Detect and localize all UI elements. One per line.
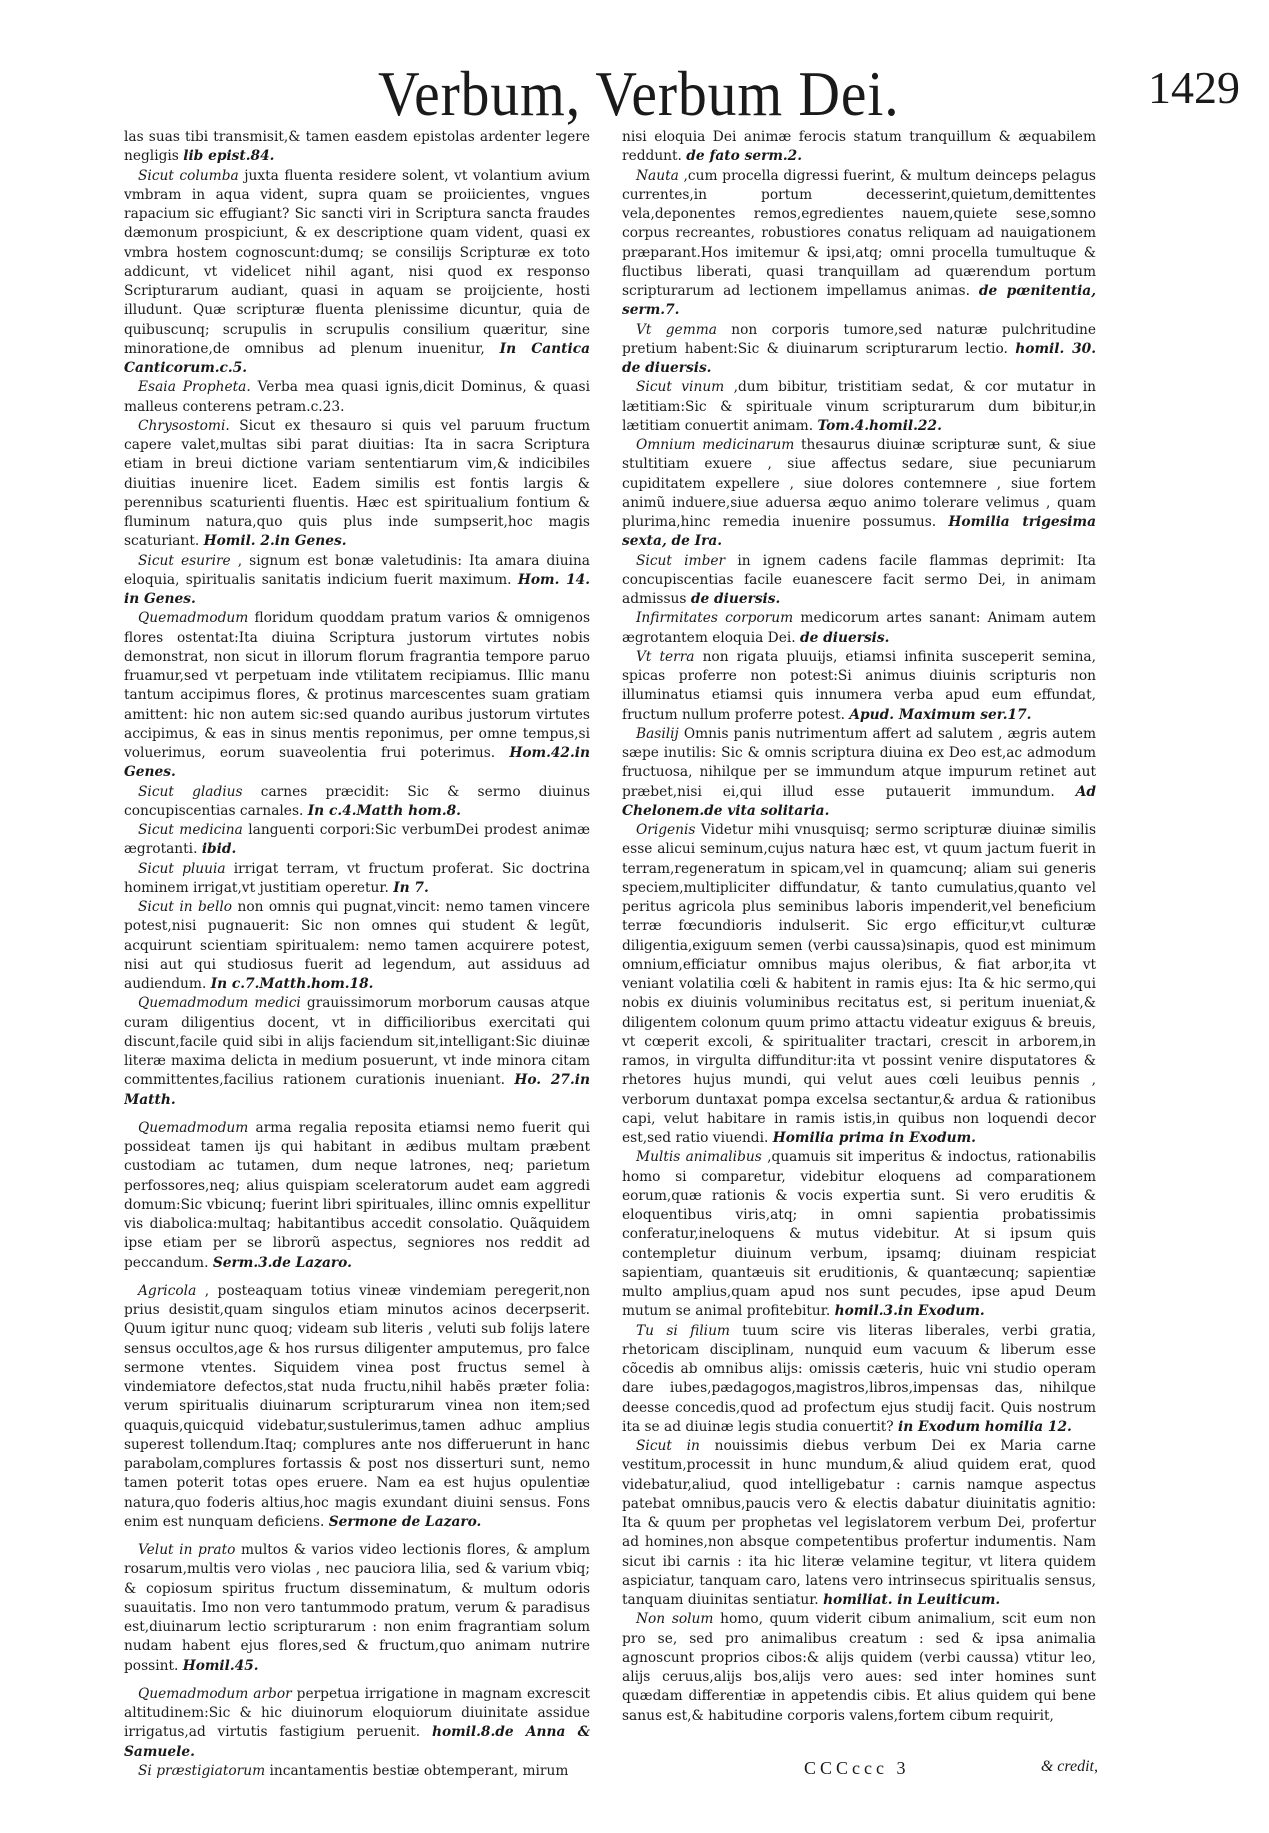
- entry-citation: de fato serm.2.: [686, 148, 803, 165]
- entry-lemma: Sicut medicina: [138, 822, 243, 838]
- entry-citation: de diuersis.: [690, 591, 781, 607]
- entry-text: medicorum artes sanant: Animam autem ægrotantem eloquia Dei.: [622, 610, 1096, 646]
- running-title: Verbum, Verbum Dei.: [378, 58, 900, 129]
- entry-paragraph: [622, 1610, 1096, 1726]
- entry-citation: lib epist.84.: [183, 148, 275, 165]
- entry-paragraph: [622, 821, 1096, 1148]
- entry-lemma: Tu si filium: [636, 1322, 730, 1339]
- entry-paragraph: [124, 167, 590, 379]
- entry-text: Omnis panis nutrimentum affert ad salutem , ægris autem sæpe inutilis: Sic & omnis scriptura diuina ex Deo est,ac admodum fructuosa, nihilque per se immundum atque impurum retinet aut præbet,nisi ei,qui illud esse putauerit immundum.: [622, 725, 1096, 800]
- entry-text: grauissimorum morborum causas atque curam diligentius docent, vt in difficilioribus exercitati qui discunt,facile quid sibi in alijs faciendum sit,intelligant:Sic diuinæ literæ maxima delicta in medium posuerunt, vt inde minora citam committentes,facilius rationem curationis inueniant.: [124, 995, 590, 1089]
- entry-lemma: Multis animalibus: [636, 1149, 762, 1166]
- entry-text: , posteaquam totius vineæ vindemiam peregerit,non prius desistit,quam singulos etiam minutos acinos decerpserit. Quum igitur nunc quoq; videam sub literis , veluti sub folijs latere sensus occultos,age & hos rursus diligenter amputemus, pro falce sermone vtentes. Siquidem vinea post fructus semel à vindemiatore defectos,stat nuda fructu,nihil habẽs præter folia: verum spiritualis diuinarum scripturarum vinea non item;sed quaquis,quicquid videbatur,sustulerimus,tamen adhuc amplius superest tollendum.Itaq; complures ante nos differuerunt in hanc parabolam,complures fortassis & post nos disserturi sunt, nemo tamen poterit totas opes eruere. Nam ea est hujus opulentiæ natura,quo foderis altius,hoc magis exundant diuini sensus. Fons enim est nunquam deficiens.: [124, 1282, 590, 1530]
- entry-text: ,dum bibitur, tristitiam sedat, & cor mutatur in lætitiam:Sic & spirituale vinum scripturarum dum bibitur,in lætitiam conuertit animam.: [622, 379, 1096, 434]
- entry-paragraph: [622, 725, 1096, 821]
- entry-citation: homil. 30. de diuersis.: [622, 340, 1096, 376]
- entry-text: multos & varios video lectionis flores, & amplum rosarum,multis vero violas , nec pauciora lilia, sed & varium vbiq; & copiosum spiritus fructum disseminatum, & multum odoris suauitatis. Imo non vero tantummodo pratum, verum & paradisus est,diuinarum lectio scripturarum : non enim fragrantiam solum nudam habent ejus flores,sed & fructum,quo animam nutrire possint.: [124, 1542, 590, 1674]
- entry-lemma: Sicut esurire: [138, 552, 231, 569]
- entry-lemma: Vt gemma: [636, 321, 717, 338]
- entry-citation: Hom. 14. in Genes.: [124, 571, 590, 607]
- entry-lemma: Agricola: [138, 1282, 197, 1299]
- entry-text: floridum quoddam pratum varios & omnigenos flores ostentat:Ita diuina Scriptura justorum virtutes nobis demonstrat, non sicut in illorum florum fragrantia tempore paruo fruamur,sed vt perpetuam inde vtilitatem recipiamus. Illic manu tantum accipimus flores, & protinus marcescentes suam gratiam amittent: hic non autem sic:sed quando auribus justorum virtutes accipimus, & eas in sinus mentis reponimus, per omne tempus,si voluerimus, eorum suaveolentia frui poterimus.: [124, 610, 590, 761]
- entry-citation: ibid.: [201, 841, 237, 858]
- entry-paragraph: [124, 128, 590, 167]
- entry-citation: Tom.4.homil.22.: [817, 417, 942, 434]
- entry-paragraph: [124, 552, 590, 610]
- entry-citation: in Exodum homilia 12.: [898, 1418, 1072, 1435]
- entry-paragraph: [124, 821, 590, 860]
- entry-text: non rigata pluuijs, etiamsi infinita susceperit semina, spicas proferre non potest:Si animus diuinis scripturis non illuminatus etiamsi quis innumera verba apud eum effundat, fructum nullum proferre potest.: [622, 648, 1096, 723]
- entry-citation: In 7.: [393, 879, 429, 896]
- entry-citation: homil.8.de Anna & Samuele.: [124, 1724, 590, 1760]
- entry-paragraph: [622, 609, 1096, 648]
- entry-paragraph: [124, 783, 590, 822]
- entry-paragraph: [622, 167, 1096, 321]
- entry-lemma: Origenis: [636, 822, 696, 838]
- entry-text: las suas tibi transmisit,& tamen easdem epistolas ardenter legere negligis: [124, 129, 590, 165]
- entry-citation: Hom.42.in Genes.: [124, 745, 590, 781]
- entry-lemma: Omnium medicinarum: [636, 437, 795, 453]
- entry-text: juxta fluenta residere solent, vt volantium avium vmbram in aqua vident, supra quam se proiicientes, vngues rapacium sic effugiant? Sic sancti viri in Scriptura sancta fraudes dæmonum prospiciunt, & ex descriptione quam vident, quasi ex vmbra hostem cognoscunt:dumq; se consilijs Scripturæ ex toto addicunt, vt videlicet nihil agant, nisi quod ex responso Scripturarum audiant, quasi in aquam se proijciente, hosti illudunt. Quæ scripturæ fluenta plenissime dicuntur, quia de quibuscunq; scrupulis in scrupulis consilium quæritur, sine minoratione,de omnibus ad plenum inuenitur,: [124, 167, 590, 357]
- left-text-column: [124, 128, 590, 1800]
- entry-paragraph: [124, 1685, 590, 1762]
- entry-lemma: Sicut gladius: [138, 783, 243, 800]
- entry-paragraph: [622, 1148, 1096, 1321]
- entry-citation: Sermone de Lazaro.: [328, 1513, 482, 1530]
- entry-text: languenti corpori:Sic verbumDei prodest animæ ægrotanti.: [124, 822, 590, 858]
- entry-lemma: Nauta: [636, 167, 679, 184]
- entry-lemma: Sicut in: [636, 1438, 700, 1454]
- entry-paragraph: [124, 994, 590, 1110]
- entry-text: Videtur mihi vnusquisq; sermo scripturæ diuinæ similis esse alicui seminum,cujus natura hæc est, vt quum jactum fuerit in terram,regeneratum in spicam,vel in quamcunq; aliam sui generis speciem,multipliciter diffundatur, & tanto cumulatius,quanto vel peritus agricola plus seminibus laboris impenderit,vel beneficium terræ fœcundioris indulserit. Sic ergo efficitur,vt culturæ diligentia,exiguum semen (verbi caussa)sinapis, quod est minimum omnium,efficiatur omnibus majus oleribus, & fiat arbor,ita vt veniant volatilia cœli & habitent in ramis ejus: Ita & hic sermo,qui nobis ex diuinis voluminibus recitatus est, si peritum inueniat,& diligentem colonum quum primo attactu videatur exiguus & breuis, vt cœperit excoli, & spiritualiter tractari, crescit in arborem,in ramos, in virgulta diffunditur:ita vt possint venire disputatores & rhetores hujus mundi, qui velut aues cœli leuibus pennis , verborum duntaxat pompa excelsa sectantur,& ardua & rationibus capi, velut habitare in ramis istis,in quibus non loquendi decor est,sed ratio viuendi.: [622, 822, 1096, 1146]
- entry-text: in ignem cadens facile flammas deprimit: Ita concupiscentias facile euanescere facit sermo Dei, in animam admissus: [622, 552, 1096, 607]
- entry-text: non omnis qui pugnat,vincit: nemo tamen vincere potest,nisi pugnauerit: Sic non omnes qui student & legũt, acquirunt scientiam spiritualem: nemo tamen acquirere potest, nisi aut qui studiosus fuerit ad legendum, aut assiduus ad audiendum.: [124, 899, 590, 992]
- entry-text: nouissimis diebus verbum Dei ex Maria carne vestitum,processit in hunc mundum,& aliud quidem erat, quod videbatur,aliud, quod intelligebatur : carnis namque aspectus patebat omnibus,paucis vero & electis dabatur diuinitatis agnitio: Ita & quum per prophetas vel legislatorem verbum Dei, profertur ad homines,non absque competentibus profertur indumentis. Nam sicut ibi carnis : ita hic literæ velamine tegitur, vt litera quidem aspiciatur, tanquam caro, latens vero intrinsecus spiritualis sensus, tanquam diuinitas sentiatur.: [622, 1438, 1096, 1608]
- entry-citation: homil.3.in Exodum.: [834, 1303, 985, 1320]
- entry-paragraph: [124, 378, 590, 417]
- entry-paragraph: [622, 1322, 1096, 1438]
- entry-lemma: Sicut in bello: [138, 899, 233, 915]
- entry-paragraph: [124, 417, 590, 552]
- entry-text: homo, quum viderit cibum animalium, scit eum non pro se, sed pro animalibus creatum : sed & ipsa animalia agnoscunt proprios cibos:& alijs quidem (verbi caussa) vtitur leo, alijs ceruus,alijs bos,alijs vero aues: sed inter homines sunt quædam differentiæ in appetendis cibis. Et alius quidem qui bene sanus est,& habitudine corporis valens,fortem cibum requirit,: [622, 1611, 1096, 1724]
- entry-text: Verba mea quasi ignis,dicit Dominus, & quasi malleus conterens petram.c.23.: [124, 379, 590, 415]
- entry-lemma: Quemadmodum medici: [138, 995, 301, 1012]
- entry-text: arma regalia reposita etiamsi nemo fuerit qui possideat tamen ijs qui habitant in ædibus multam præbent custodiam ac tutamen, dum neque latrones, neq; parietum perfossores,neq; alius quispiam sceleratorum audet eam aggredi domum:Sic vbicunq; fuerint libri spirituales, illinc omnis expellitur vis diabolica:multaq; habitantibus accedit consolatio. Quãquidem ipse etiam per se librorũ aspectus, segniores nos reddit ad peccandum.: [124, 1119, 590, 1271]
- entry-citation: Serm.3.de Lazaro.: [212, 1254, 352, 1271]
- entry-citation: homiliat. in Leuiticum.: [823, 1592, 1001, 1608]
- entry-lemma: Chrysostomi.: [138, 417, 230, 434]
- entry-lemma: Esaia Propheta.: [138, 379, 251, 396]
- entry-citation: de pœnitentia, serm.7.: [622, 283, 1096, 319]
- entry-text: ,cum procella digressi fuerint, & multum deinceps pelagus currentes,in portum decesserint,quietum,demittentes vela,deponentes remos,egredientes nauem,quiete sese,somno corpus recreantes, robustiores conatus reliquam ad nauigationem præparant.Hos imitemur & ipsi,atq; omni procella tumultuque & fluctibus liberati, quasi tranquillam ad quærendum portum scripturarum ad lectionem impellamus animas.: [622, 167, 1096, 299]
- entry-citation: Ho. 27.in Matth.: [124, 1072, 590, 1108]
- entry-lemma: Sicut vinum: [636, 379, 725, 396]
- entry-citation: Ad Chelonem.de vita solitaria.: [622, 783, 1096, 819]
- entry-citation: Homil. 2.in Genes.: [203, 533, 347, 550]
- entry-lemma: Quemadmodum: [138, 1119, 249, 1136]
- entry-paragraph: [124, 1282, 590, 1532]
- entry-lemma: Velut in prato: [138, 1542, 236, 1558]
- signature-mark: CCCccc 3: [804, 1758, 910, 1778]
- entry-paragraph: [124, 609, 590, 782]
- entry-paragraph: [622, 1437, 1096, 1610]
- entry-lemma: Quemadmodum arbor: [138, 1685, 292, 1702]
- entry-text: Sicut ex thesauro si quis vel paruum fructum capere valet,multas sibi parat diuitias: Ita in sacra Scriptura etiam in breui dictione variam sententiarum vim,& indicibiles diuitias inuenire licet. Eadem similis est fontis largis & perennibus scaturienti fluentis. Hæc est spiritualium fontium & fluminum natura,quo quis plus inde sumpserit,hoc magis scaturiant.: [124, 417, 590, 550]
- entry-lemma: Non solum: [636, 1611, 714, 1628]
- entry-text: thesaurus diuinæ scripturæ sunt, & siue stultitiam exuere , siue affectus sedare, siue pecuniarum cupiditatem expellere , siue dolores contemnere , siue fortem animũ induere,siue aduersa æquo animo tolerare velimus , quam plurima,hinc remedia inuenire possumus.: [622, 437, 1096, 530]
- page-number: 1429: [1148, 62, 1240, 113]
- entry-text: perpetua irrigatione in magnam excrescit altitudinem:Sic & hic diuinorum eloquiorum diuinitate assidue irrigatus,ad virtutis fastigium peruenit.: [124, 1685, 590, 1741]
- entry-lemma: Sicut columba: [138, 167, 239, 184]
- entry-paragraph: [622, 321, 1096, 379]
- entry-text: nisi eloquia Dei animæ ferocis statum tranquillum & æquabilem reddunt.: [622, 129, 1096, 165]
- entry-text: non corporis tumore,sed naturæ pulchritudine pretium habent:Sic & diuinarum scripturarum lectio.: [622, 321, 1096, 357]
- entry-citation: Homil.45.: [182, 1657, 259, 1674]
- entry-lemma: Basilij: [636, 725, 679, 742]
- entry-paragraph: [622, 436, 1096, 552]
- entry-paragraph: [124, 1119, 590, 1273]
- entry-lemma: Si præstigiatorum: [138, 1762, 266, 1779]
- entry-paragraph: [622, 128, 1096, 167]
- catchword: & credit,: [1040, 1758, 1098, 1775]
- entry-text: , signum est bonæ valetudinis: Ita amara diuina eloquia, spiritualis sanitatis indicium fuerit maximum.: [124, 552, 590, 588]
- entry-citation: Homilia prima in Exodum.: [772, 1130, 976, 1146]
- entry-citation: Homilia trigesima sexta, de Ira.: [622, 514, 1096, 550]
- entry-text: tuum scire vis literas liberales, verbi gratia, rhetoricam disciplinam, nunquid eum vacuum & liberum esse cõcedis ab omnibus alijs: omissis cæteris, huic vni studio operam dare iubes,pædagogos,magistros,libros,impensas das, nihilque deesse concedis,quod ad profectum ejus studij facit. Quis nostrum ita se ad diuinæ legis studia conuertit?: [622, 1322, 1096, 1435]
- entry-lemma: Quemadmodum: [138, 610, 249, 627]
- entry-lemma: Infirmitates corporum: [636, 610, 794, 627]
- entry-lemma: Sicut imber: [636, 552, 726, 569]
- entry-paragraph: [124, 1762, 590, 1781]
- entry-text: irrigat terram, vt fructum proferat. Sic doctrina hominem irrigat,vt justitiam operetur.: [124, 860, 590, 896]
- entry-citation: In c.7.Matth.hom.18.: [210, 976, 374, 992]
- entry-paragraph: [124, 1541, 590, 1676]
- right-text-column: [622, 128, 1096, 1756]
- entry-paragraph: [622, 378, 1096, 436]
- entry-lemma: Vt terra: [636, 648, 695, 665]
- entry-lemma: Sicut pluuia: [138, 860, 226, 877]
- entry-paragraph: [124, 860, 590, 899]
- entry-citation: Apud. Maximum ser.17.: [849, 706, 1032, 723]
- entry-text: incantamentis bestiæ obtemperant, mirum: [269, 1762, 569, 1779]
- entry-paragraph: [124, 898, 590, 994]
- entry-paragraph: [622, 648, 1096, 725]
- entry-citation: de diuersis.: [799, 629, 890, 646]
- entry-paragraph: [622, 552, 1096, 610]
- entry-citation: In Cantica Canticorum.c.5.: [124, 340, 590, 376]
- entry-text: carnes præcidit: Sic & sermo diuinus concupiscentias carnales.: [124, 783, 590, 819]
- entry-text: ,quamuis sit imperitus & indoctus, rationabilis homo si comparetur, videbitur eloquens ad comparationem eorum,quæ rationis & vocis expertia sunt. Si vero eruditis & eloquentibus viris,atq; in omni sapientia probatissimis conferatur,ineloquens & mutus videbitur. At si ipsum quis contempletur diuinum verbum, ipsamq; diuinam respiciat sapientiam, quantæuis sit eruditionis, & quantæcunq; sapientiæ multo amplius,quam apud nos sunt pecudes, ipse apud Deum mutum se animal profitebitur.: [622, 1149, 1096, 1320]
- entry-citation: In c.4.Matth hom.8.: [307, 802, 461, 819]
